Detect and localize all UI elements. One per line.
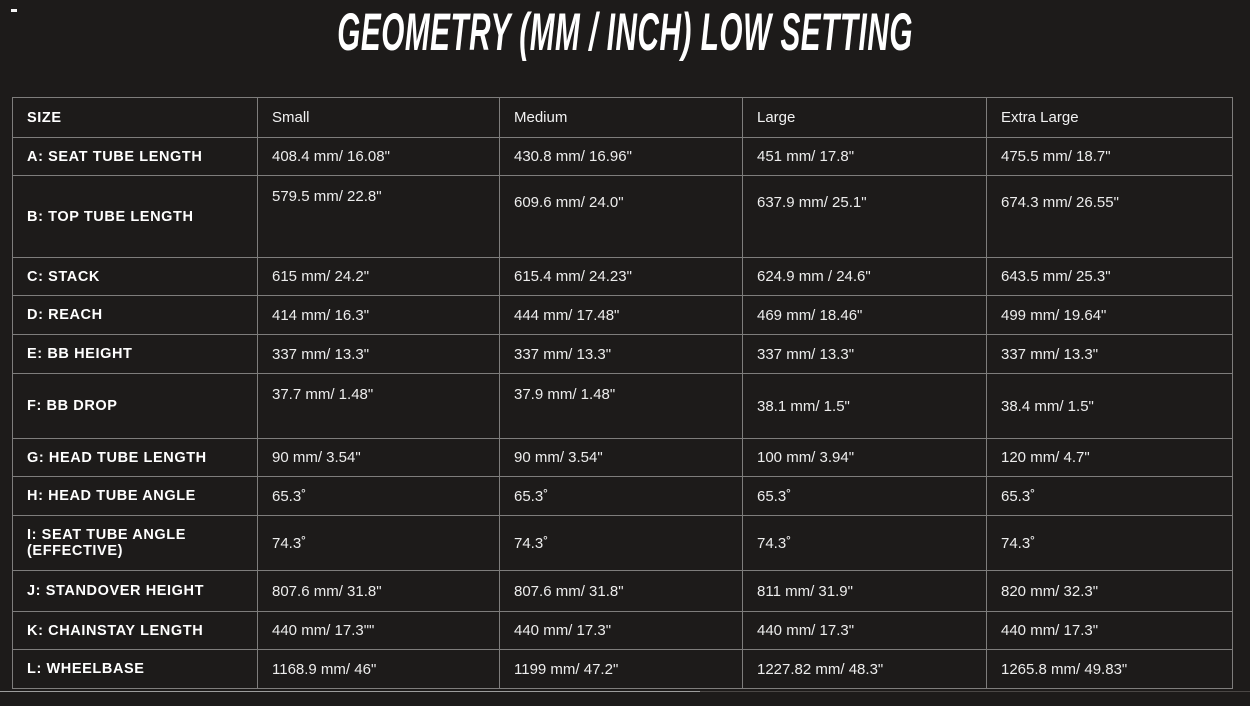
column-header-small: Small <box>258 98 500 138</box>
geometry-value: 1265.8 mm/ 49.83" <box>987 650 1233 689</box>
geometry-value: 414 mm/ 16.3" <box>258 296 500 335</box>
table-row-head-tube-length <box>13 439 1233 477</box>
geometry-value: 674.3 mm/ 26.55" <box>987 176 1233 258</box>
geometry-value: 100 mm/ 3.94" <box>743 439 987 477</box>
geometry-value: 609.6 mm/ 24.0" <box>500 176 743 258</box>
row-label: A: SEAT TUBE LENGTH <box>13 138 258 176</box>
geometry-value: 807.6 mm/ 31.8" <box>258 571 500 612</box>
geometry-value: 337 mm/ 13.3" <box>987 335 1233 374</box>
table-row-bb-height <box>13 335 1233 374</box>
geometry-value: 38.1 mm/ 1.5" <box>743 374 987 439</box>
column-header-size: SIZE <box>13 98 258 138</box>
table-row-top-tube-length <box>13 176 1233 258</box>
table-row-reach <box>13 296 1233 335</box>
geometry-value: 440 mm/ 17.3" <box>987 612 1233 650</box>
geometry-value: 440 mm/ 17.3" <box>500 612 743 650</box>
page-title: GEOMETRY (MM / INCH) LOW SETTING <box>337 3 913 62</box>
row-label: I: SEAT TUBE ANGLE (EFFECTIVE) <box>13 516 258 571</box>
geometry-value: 811 mm/ 31.9" <box>743 571 987 612</box>
geometry-value: 469 mm/ 18.46" <box>743 296 987 335</box>
row-label: J: STANDOVER HEIGHT <box>13 571 258 612</box>
row-label: E: BB HEIGHT <box>13 335 258 374</box>
table-row-wheelbase <box>13 650 1233 689</box>
geometry-value: 37.7 mm/ 1.48" <box>258 374 500 439</box>
geometry-value: 440 mm/ 17.3" <box>743 612 987 650</box>
table-row-seat-tube-angle <box>13 516 1233 571</box>
geometry-value: 430.8 mm/ 16.96" <box>500 138 743 176</box>
geometry-value: 74.3˚ <box>743 516 987 571</box>
geometry-value: 74.3˚ <box>258 516 500 571</box>
table-row-chainstay-length <box>13 612 1233 650</box>
column-header-medium: Medium <box>500 98 743 138</box>
row-label: G: HEAD TUBE LENGTH <box>13 439 258 477</box>
bottom-divider <box>0 691 1250 692</box>
table-row-seat-tube-length <box>13 138 1233 176</box>
column-header-large: Large <box>743 98 987 138</box>
geometry-value: 1199 mm/ 47.2" <box>500 650 743 689</box>
geometry-value: 90 mm/ 3.54" <box>258 439 500 477</box>
row-label: D: REACH <box>13 296 258 335</box>
geometry-value: 615.4 mm/ 24.23" <box>500 258 743 296</box>
geometry-value: 74.3˚ <box>987 516 1233 571</box>
geometry-value: 624.9 mm / 24.6" <box>743 258 987 296</box>
row-label: F: BB DROP <box>13 374 258 439</box>
geometry-value: 1168.9 mm/ 46" <box>258 650 500 689</box>
page-title-container <box>0 3 1250 62</box>
row-label: L: WHEELBASE <box>13 650 258 689</box>
geometry-value: 38.4 mm/ 1.5" <box>987 374 1233 439</box>
geometry-value: 451 mm/ 17.8" <box>743 138 987 176</box>
geometry-value: 615 mm/ 24.2" <box>258 258 500 296</box>
geometry-value: 337 mm/ 13.3" <box>258 335 500 374</box>
geometry-value: 807.6 mm/ 31.8" <box>500 571 743 612</box>
geometry-value: 65.3˚ <box>500 477 743 516</box>
geometry-value: 37.9 mm/ 1.48" <box>500 374 743 439</box>
geometry-value: 90 mm/ 3.54" <box>500 439 743 477</box>
geometry-value: 637.9 mm/ 25.1" <box>743 176 987 258</box>
geometry-value: 74.3˚ <box>500 516 743 571</box>
table-header-row <box>13 98 1233 138</box>
geometry-value: 643.5 mm/ 25.3" <box>987 258 1233 296</box>
geometry-value: 820 mm/ 32.3" <box>987 571 1233 612</box>
row-label: C: STACK <box>13 258 258 296</box>
table-row-standover-height <box>13 571 1233 612</box>
table-row-stack <box>13 258 1233 296</box>
geometry-value: 337 mm/ 13.3" <box>743 335 987 374</box>
column-header-extra-large: Extra Large <box>987 98 1233 138</box>
geometry-value: 499 mm/ 19.64" <box>987 296 1233 335</box>
geometry-value: 440 mm/ 17.3"" <box>258 612 500 650</box>
geometry-value: 65.3˚ <box>987 477 1233 516</box>
table-row-head-tube-angle <box>13 477 1233 516</box>
row-label: B: TOP TUBE LENGTH <box>13 176 258 258</box>
geometry-value: 408.4 mm/ 16.08" <box>258 138 500 176</box>
geometry-value: 337 mm/ 13.3" <box>500 335 743 374</box>
geometry-value: 120 mm/ 4.7" <box>987 439 1233 477</box>
row-label: K: CHAINSTAY LENGTH <box>13 612 258 650</box>
geometry-value: 579.5 mm/ 22.8" <box>258 176 500 258</box>
row-label: H: HEAD TUBE ANGLE <box>13 477 258 516</box>
geometry-value: 444 mm/ 17.48" <box>500 296 743 335</box>
table-row-bb-drop <box>13 374 1233 439</box>
geometry-table <box>12 97 1233 689</box>
geometry-value: 65.3˚ <box>258 477 500 516</box>
geometry-value: 65.3˚ <box>743 477 987 516</box>
geometry-value: 475.5 mm/ 18.7" <box>987 138 1233 176</box>
geometry-value: 1227.82 mm/ 48.3" <box>743 650 987 689</box>
